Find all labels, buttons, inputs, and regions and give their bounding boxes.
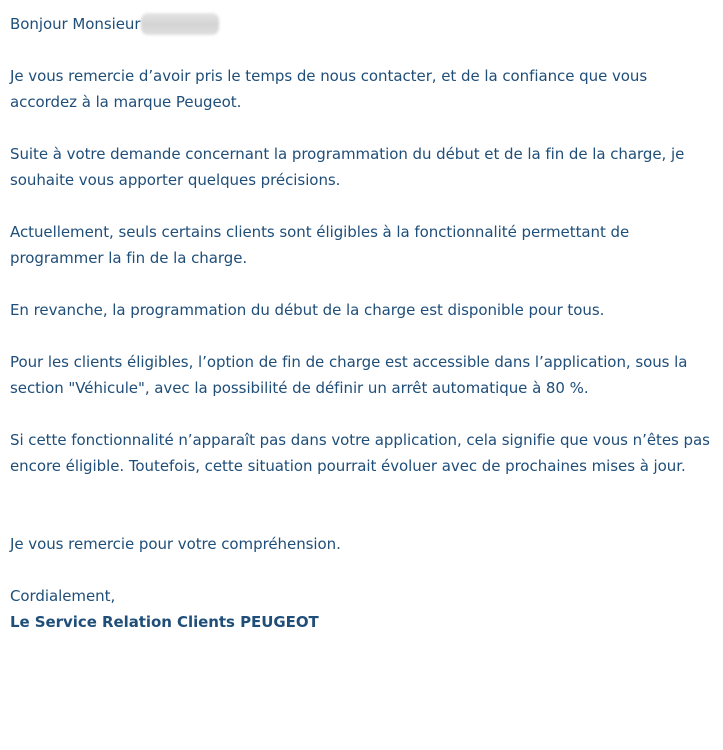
paragraph-request: Suite à votre demande concernant la programmation du début et de la fin de la charge, je souhaite vous apporter quelques précisions. xyxy=(10,145,685,189)
paragraph-start-charge: En revanche, la programmation du début de la charge est disponible pour tous. xyxy=(10,301,605,319)
closing: Cordialement, xyxy=(10,587,116,605)
paragraph-thanks: Je vous remercie d’avoir pris le temps de nous contacter, et de la confiance que vous accordez à la marque Peugeot. xyxy=(10,67,648,111)
paragraph-end-charge-option: Pour les clients éligibles, l’option de fin de charge est accessible dans l’application, sous la section "Véhicule", avec la possibilité de définir un arrêt automatique à 80 %. xyxy=(10,353,688,397)
signature: Le Service Relation Clients PEUGEOT xyxy=(10,613,319,631)
email-body xyxy=(10,11,716,635)
redacted-name xyxy=(141,13,219,35)
greeting-line xyxy=(10,11,716,37)
paragraph-not-eligible: Si cette fonctionnalité n’apparaît pas dans votre application, cela signifie que vous n’êtes pas encore éligible. Toutefois, cette situation pourrait évoluer avec de prochaines mises à jour. xyxy=(10,431,710,475)
paragraph-understanding: Je vous remercie pour votre compréhension. xyxy=(10,535,341,553)
greeting: Bonjour Monsieur xyxy=(10,15,141,33)
paragraph-eligibility: Actuellement, seuls certains clients sont éligibles à la fonctionnalité permettant de programmer la fin de la charge. xyxy=(10,223,630,267)
